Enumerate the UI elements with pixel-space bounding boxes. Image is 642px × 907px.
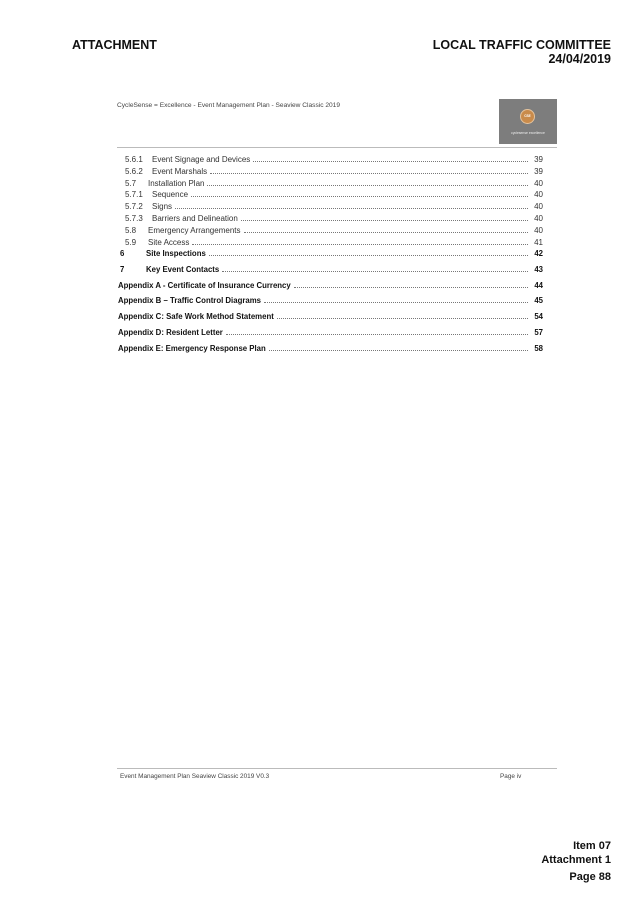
toc-entry-label: Event Signage and Devices xyxy=(152,155,251,164)
toc-entry-label: Barriers and Delineation xyxy=(152,213,238,223)
toc-dot-leader xyxy=(175,202,528,209)
toc-entry-page: 58 xyxy=(534,343,543,353)
toc-dot-leader xyxy=(222,265,528,272)
table-of-contents xyxy=(118,155,543,359)
toc-entry[interactable] xyxy=(118,155,543,167)
toc-entry-page: 40 xyxy=(534,178,543,188)
footer-page-number: Page iv xyxy=(500,773,522,780)
toc-entry-label: Event Marshals xyxy=(152,166,208,176)
toc-entry-label: Sequence xyxy=(152,190,189,200)
toc-dot-leader xyxy=(192,238,528,245)
toc-entry[interactable] xyxy=(118,265,543,281)
toc-dot-leader xyxy=(191,190,528,197)
attachment-reference xyxy=(541,840,611,867)
toc-entry-label: Key Event Contacts xyxy=(146,265,220,275)
toc-entry-number: 5.9 xyxy=(125,237,137,247)
toc-dot-leader xyxy=(226,328,528,335)
toc-dot-leader xyxy=(269,344,528,351)
toc-entry-page: 40 xyxy=(534,225,543,235)
toc-entry-page: 39 xyxy=(534,155,543,164)
toc-entry[interactable] xyxy=(118,167,543,179)
header-divider xyxy=(117,147,557,148)
committee-heading xyxy=(433,38,611,66)
toc-dot-leader xyxy=(277,312,528,319)
toc-dot-leader xyxy=(253,155,528,162)
toc-entry-page: 41 xyxy=(534,237,543,247)
toc-entry[interactable] xyxy=(118,202,543,214)
footer-document-title: Event Management Plan Seaview Classic 2019 V0.3 xyxy=(120,773,270,780)
page-number: Page 88 xyxy=(569,871,611,883)
toc-entry-number: 6 xyxy=(120,249,125,259)
toc-entry[interactable] xyxy=(118,281,543,297)
toc-entry[interactable] xyxy=(118,328,543,344)
toc-entry[interactable] xyxy=(118,312,543,328)
toc-entry-page: 54 xyxy=(534,312,543,322)
toc-entry-page: 40 xyxy=(534,213,543,223)
toc-entry[interactable] xyxy=(118,344,543,360)
toc-entry-page: 42 xyxy=(534,249,543,259)
toc-entry-number: 5.6.2 xyxy=(125,166,143,176)
document-header-title: CycleSense = Excellence - Event Management Plan - Seaview Classic 2019 xyxy=(117,102,341,109)
committee-date: 24/04/2019 xyxy=(548,52,611,66)
logo-emblem-icon: CSE xyxy=(520,109,535,124)
toc-entry-label: Site Access xyxy=(148,237,190,247)
toc-entry-label: Signs xyxy=(152,202,173,212)
toc-entry[interactable] xyxy=(118,238,543,250)
toc-entry-label: Appendix E: Emergency Response Plan xyxy=(118,343,266,353)
committee-title: LOCAL TRAFFIC COMMITTEE xyxy=(432,38,611,52)
toc-entry-page: 39 xyxy=(534,166,543,176)
toc-entry[interactable] xyxy=(118,226,543,238)
toc-entry[interactable] xyxy=(118,179,543,191)
toc-entry-label: Emergency Arrangements xyxy=(148,225,241,235)
toc-entry-page: 57 xyxy=(534,327,543,337)
toc-entry[interactable] xyxy=(118,214,543,226)
toc-dot-leader xyxy=(210,167,528,174)
toc-dot-leader xyxy=(264,296,528,303)
toc-entry-label: Appendix C: Safe Work Method Statement xyxy=(118,312,274,322)
toc-entry-page: 40 xyxy=(534,190,543,200)
toc-entry-page: 45 xyxy=(534,296,543,306)
toc-entry-number: 5.7.2 xyxy=(125,202,143,212)
toc-entry-number: 5.8 xyxy=(125,225,137,235)
toc-dot-leader xyxy=(294,281,528,288)
toc-entry-label: Appendix A - Certificate of Insurance Currency xyxy=(118,280,291,290)
toc-entry-number: 7 xyxy=(120,265,125,275)
toc-entry-page: 40 xyxy=(534,202,543,212)
toc-entry[interactable] xyxy=(118,190,543,202)
toc-dot-leader xyxy=(244,226,529,233)
logo-tagline: cyclesense excellence xyxy=(511,131,545,135)
cyclesense-logo xyxy=(499,99,557,144)
toc-entry-number: 5.7 xyxy=(125,178,137,188)
toc-entry-number: 5.7.1 xyxy=(125,190,143,200)
attachment-number: Attachment 1 xyxy=(541,853,611,866)
toc-entry-label: Installation Plan xyxy=(148,178,205,188)
toc-entry[interactable] xyxy=(118,296,543,312)
toc-entry-number: 5.7.3 xyxy=(125,213,143,223)
toc-entry-page: 43 xyxy=(534,265,543,275)
toc-entry-label: Appendix B – Traffic Control Diagrams xyxy=(118,296,261,306)
toc-entry-label: Appendix D: Resident Letter xyxy=(118,327,223,337)
toc-dot-leader xyxy=(241,214,528,221)
toc-entry-number: 5.6.1 xyxy=(125,155,143,164)
toc-entry[interactable] xyxy=(118,249,543,265)
toc-entry-page: 44 xyxy=(534,280,543,290)
toc-dot-leader xyxy=(207,179,528,186)
toc-dot-leader xyxy=(209,249,528,256)
toc-entry-label: Site Inspections xyxy=(146,249,206,259)
item-number: Item 07 xyxy=(573,840,611,852)
attachment-heading: ATTACHMENT xyxy=(72,38,157,52)
footer-divider xyxy=(117,768,557,769)
